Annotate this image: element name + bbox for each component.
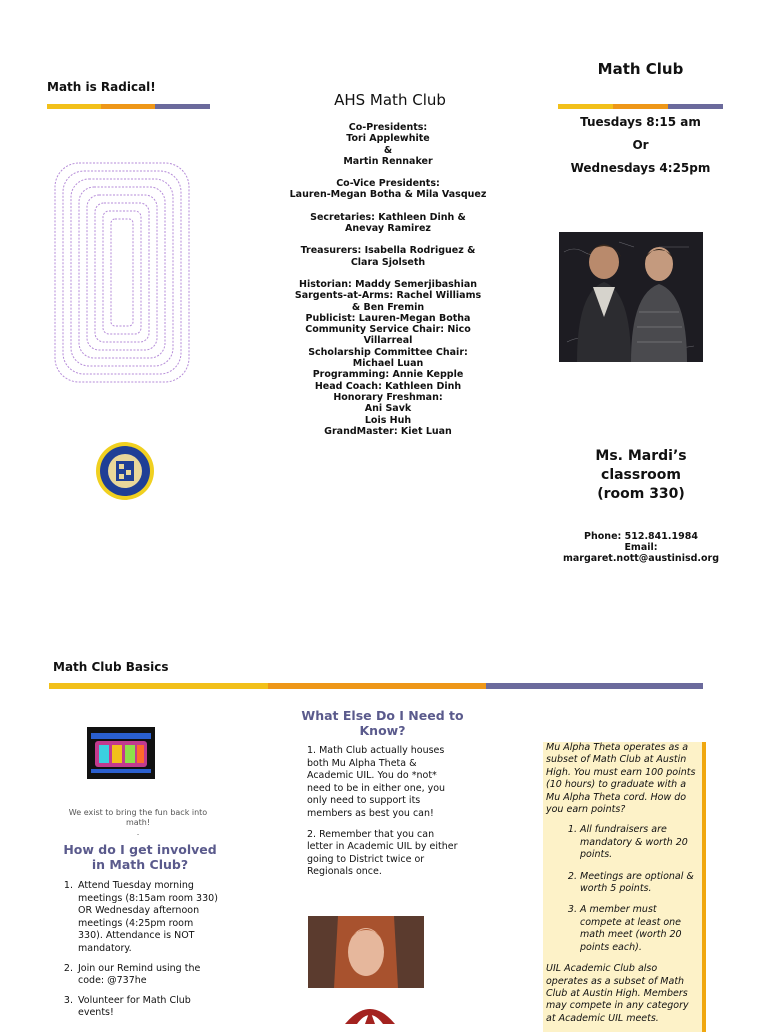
list-item: 1. Attend Tuesday morning meetings (8:15am room 330) OR Wednesday afternoon meetings (4:25pm room 330). Attendance is NOT mandatory. xyxy=(76,880,218,956)
room-line: Ms. Mardi’s xyxy=(595,448,687,464)
divider-yellow xyxy=(47,104,101,109)
meeting-time-or: Or xyxy=(632,138,649,152)
officer-line: Head Coach: Kathleen Dinh xyxy=(314,380,462,392)
divider-orange xyxy=(268,683,486,689)
right-panel-title: Math Club xyxy=(597,60,684,78)
else-paragraph-2: 2. Remember that you can letter in Academic UIL by either going to District twice or Regionals once. xyxy=(307,828,458,878)
mu-alpha-theta-badge-icon xyxy=(95,441,155,501)
officer-line: Sargents-at-Arms: Rachel Williams xyxy=(294,290,482,302)
else-paragraph-1: 1. Math Club actually houses both Mu Alpha Theta & Academic UIL. You do *not* need to be in either one, you only need to support its members as best you can! xyxy=(307,745,446,819)
officer-line: GrandMaster: Kiet Luan xyxy=(324,425,452,437)
join-steps xyxy=(56,880,218,1027)
divider-purple xyxy=(668,104,723,109)
officer-line: Lauren-Megan Botha & Mila Vasquez xyxy=(289,189,487,201)
club-emblem-icon xyxy=(335,998,405,1024)
club-title: AHS Math Club xyxy=(334,91,446,109)
mu-alpha-theta-callout xyxy=(543,742,706,1032)
officer-line: Treasurers: Isabella Rodriguez & xyxy=(300,245,476,257)
officer-line: Publicist: Lauren-Megan Botha xyxy=(305,312,471,324)
student-photo xyxy=(308,916,424,988)
spiral-text-art xyxy=(52,160,192,385)
officer-line: Honorary Freshman: xyxy=(333,391,443,403)
room-location xyxy=(556,447,726,504)
two-students-photo xyxy=(559,232,703,362)
officer-line: & Ben Fremin xyxy=(351,301,425,313)
email-address[interactable]: margaret.nott@austinisd.org xyxy=(562,553,720,564)
email-label: Email: xyxy=(624,542,658,553)
left-panel-heading: Math is Radical! xyxy=(47,80,156,94)
officer-line: & xyxy=(383,144,393,156)
divider-purple xyxy=(155,104,210,109)
officer-line: Anevay Ramirez xyxy=(345,223,431,235)
officer-line: Scholarship Committee Chair: xyxy=(308,346,468,358)
divider-yellow xyxy=(558,104,613,109)
officer-line: Michael Luan xyxy=(352,358,424,370)
officer-line: Martin Rennaker xyxy=(343,155,433,167)
else-body xyxy=(307,745,462,887)
tagline: We exist to bring the fun back into math! . xyxy=(68,808,208,837)
officer-line: Co-Vice Presidents: xyxy=(336,178,440,190)
else-heading: What Else Do I Need to Know? xyxy=(301,708,464,738)
officer-line: Clara Sjolseth xyxy=(350,256,426,268)
room-line: classroom xyxy=(601,467,681,483)
divider-yellow xyxy=(49,683,268,689)
officer-line: Co-Presidents: xyxy=(348,122,428,133)
meeting-time-wednesday: Wednesdays 4:25pm xyxy=(570,161,711,175)
basics-title: Math Club Basics xyxy=(53,660,169,674)
officer-line: Tori Applewhite xyxy=(346,133,430,145)
list-item: 1. All fundraisers are mandatory & worth 20 points. xyxy=(580,824,699,861)
list-item: 3. A member must compete at least one math meet (worth 20 points each). xyxy=(580,904,699,954)
officer-line: Secretaries: Kathleen Dinh & xyxy=(310,211,466,223)
list-item: 2. Meetings are optional & worth 5 points. xyxy=(580,871,699,896)
math-graffiti-logo xyxy=(87,727,155,779)
callout-uil: UIL Academic Club also operates as a subset of Math Club at Austin High. Members may compete in any category at Academic UIL meets. xyxy=(546,963,689,1024)
join-heading: How do I get involved in Math Club? xyxy=(63,842,217,872)
officer-line: Community Service Chair: Nico xyxy=(305,324,471,336)
meeting-time-tuesday: Tuesdays 8:15 am xyxy=(580,115,701,129)
contact-info xyxy=(556,531,726,564)
officer-line: Villarreal xyxy=(363,335,413,347)
list-item: 2. Join our Remind using the code: @737he xyxy=(76,963,218,988)
officer-list xyxy=(283,122,493,437)
list-item: 3. Volunteer for Math Club events! xyxy=(76,995,218,1020)
room-line: (room 330) xyxy=(597,486,685,502)
divider-purple xyxy=(486,683,703,689)
officer-line: Ani Savk xyxy=(364,403,412,415)
divider-orange xyxy=(613,104,668,109)
phone: Phone: 512.841.1984 xyxy=(584,531,698,542)
officer-line: Lois Huh xyxy=(364,414,412,426)
callout-intro: Mu Alpha Theta operates as a subset of Math Club at Austin High. You must earn 100 points (10 hours) to graduate with a Mu Alpha Theta cord. How do you earn points? xyxy=(546,742,696,816)
officer-line: Historian: Maddy Semerjibashian xyxy=(299,278,477,290)
officer-line: Programming: Annie Kepple xyxy=(312,369,464,381)
divider-orange xyxy=(101,104,155,109)
